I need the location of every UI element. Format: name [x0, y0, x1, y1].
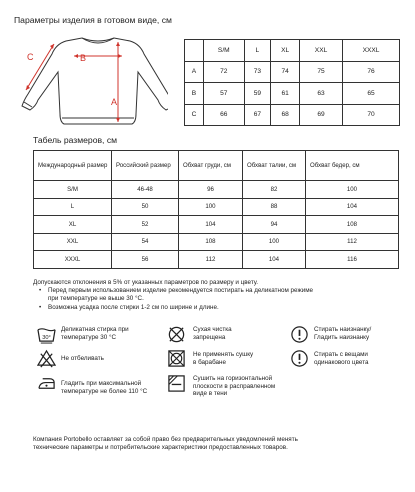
product-params-title: Параметры изделия в готовом виде, см	[14, 15, 172, 25]
inside-out-icon	[290, 325, 309, 344]
cell: 70	[343, 104, 400, 126]
no-dryclean-icon	[167, 325, 186, 344]
care-line: Стирать наизнанку/	[314, 326, 372, 333]
cell: 94	[243, 216, 306, 234]
iron-110-icon	[37, 374, 56, 393]
wash-similar-colors-icon	[290, 349, 309, 368]
cell: 66	[204, 104, 245, 126]
table-row	[34, 181, 399, 199]
row-label: B	[185, 83, 204, 105]
cell: 104	[179, 216, 243, 234]
cell: 104	[306, 198, 399, 216]
corner-cell	[185, 40, 204, 62]
cell: 100	[243, 233, 306, 251]
cell: 100	[306, 181, 399, 199]
cell: 61	[271, 83, 300, 105]
svg-text:30°: 30°	[42, 334, 51, 341]
cell: 67	[244, 104, 271, 126]
care-line: Не применять сушку	[193, 351, 254, 358]
care-text	[314, 326, 371, 341]
table-row	[185, 83, 400, 105]
care-text	[193, 351, 253, 366]
cell: 112	[306, 233, 399, 251]
sweater-diagram	[8, 32, 168, 132]
note-line: при температуре не выше 30 °С.	[48, 295, 144, 302]
no-bleach-icon	[37, 349, 56, 368]
cell: 54	[112, 233, 179, 251]
table-row	[185, 104, 400, 126]
care-line: температуре не более 110 °С	[61, 387, 148, 395]
table-row	[34, 198, 399, 216]
size-table-title: Табель размеров, см	[33, 135, 118, 145]
table-row	[185, 61, 400, 83]
cell: 63	[300, 83, 343, 105]
table-row	[34, 251, 399, 269]
care-line: виде в тени	[193, 390, 228, 398]
cell: 88	[243, 198, 306, 216]
cell: 72	[204, 61, 245, 83]
care-text	[61, 380, 147, 395]
care-line: одинакового цвета	[314, 358, 369, 366]
cell: 69	[300, 104, 343, 126]
cell: 57	[204, 83, 245, 105]
header-cell: S/M	[204, 40, 245, 62]
cell: XXL	[34, 233, 112, 251]
note-line: Возможна усадка после стирки 1-2 см по ширине и длине.	[48, 304, 219, 311]
label-a: A	[111, 97, 118, 107]
care-line: Сушить на горизонтальной	[193, 375, 273, 382]
product-params-table	[184, 39, 400, 126]
label-c: C	[27, 52, 34, 62]
care-line: Стирать с вещами	[314, 351, 368, 358]
measure-lines	[26, 42, 122, 122]
row-label: C	[185, 104, 204, 126]
care-text	[193, 375, 275, 398]
cell: 65	[343, 83, 400, 105]
disclaimer-line: технические параметры и потребительские характеристики предоставленных товаров.	[33, 444, 288, 451]
care-line: Гладить наизнанку	[314, 333, 370, 341]
cell: 73	[244, 61, 271, 83]
no-tumble-dry-icon	[167, 349, 186, 368]
cell: 104	[243, 251, 306, 269]
label-b: B	[80, 53, 87, 63]
header-cell: XXL	[300, 40, 343, 62]
cell: 116	[306, 251, 399, 269]
cell: 108	[179, 233, 243, 251]
header-cell: Обхват талии, см	[243, 151, 306, 181]
cell: 56	[112, 251, 179, 269]
care-line: Деликатная стирка при	[61, 326, 129, 333]
header-cell: XL	[271, 40, 300, 62]
wash-30-icon	[37, 325, 56, 344]
header-cell: Обхват груди, см	[179, 151, 243, 181]
header-cell: Международный размер	[34, 151, 112, 181]
table-row	[34, 233, 399, 251]
header-cell: Российский размер	[112, 151, 179, 181]
cell: 108	[306, 216, 399, 234]
bullet-dot: •	[39, 287, 42, 294]
care-text	[61, 355, 104, 363]
dry-flat-shade-icon	[167, 374, 186, 393]
cell: 100	[179, 198, 243, 216]
cell: 68	[271, 104, 300, 126]
care-line: температуре 30 °С	[61, 333, 117, 341]
cell: 52	[112, 216, 179, 234]
care-line: запрещена	[193, 333, 226, 341]
cell: 96	[179, 181, 243, 199]
bullet-dot: •	[39, 304, 42, 311]
care-line: Гладить при максимальной	[61, 380, 142, 387]
cell: 76	[343, 61, 400, 83]
cell: XL	[34, 216, 112, 234]
care-text	[61, 326, 129, 341]
cell: S/M	[34, 181, 112, 199]
cell: 50	[112, 198, 179, 216]
disclaimer-line: Компания Portobello оставляет за собой право без предварительных уведомлений менять	[33, 436, 298, 443]
note-line: Перед первым использованием изделие рекомендуется постирать на деликатном режиме	[48, 287, 314, 294]
care-line: Сухая чистка	[193, 326, 232, 333]
cell: 82	[243, 181, 306, 199]
cell: 112	[179, 251, 243, 269]
header-cell: XXXL	[343, 40, 400, 62]
care-line: в барабане	[193, 358, 227, 366]
cell: 74	[271, 61, 300, 83]
row-label: A	[185, 61, 204, 83]
size-table	[33, 150, 399, 269]
care-text	[314, 351, 369, 366]
cell: XXXL	[34, 251, 112, 269]
tolerance-note: Допускаются отклонения в 5% от указанных параметров по размеру и цвету.	[33, 279, 259, 286]
care-line: плоскости в расправленном	[193, 382, 276, 390]
care-line: Не отбеливать	[61, 355, 104, 362]
header-cell: L	[244, 40, 271, 62]
care-text	[193, 326, 232, 341]
cell: 46-48	[112, 181, 179, 199]
cell: 59	[244, 83, 271, 105]
table-row	[34, 216, 399, 234]
cell: 75	[300, 61, 343, 83]
cell: L	[34, 198, 112, 216]
header-cell: Обхват бедер, см	[306, 151, 399, 181]
